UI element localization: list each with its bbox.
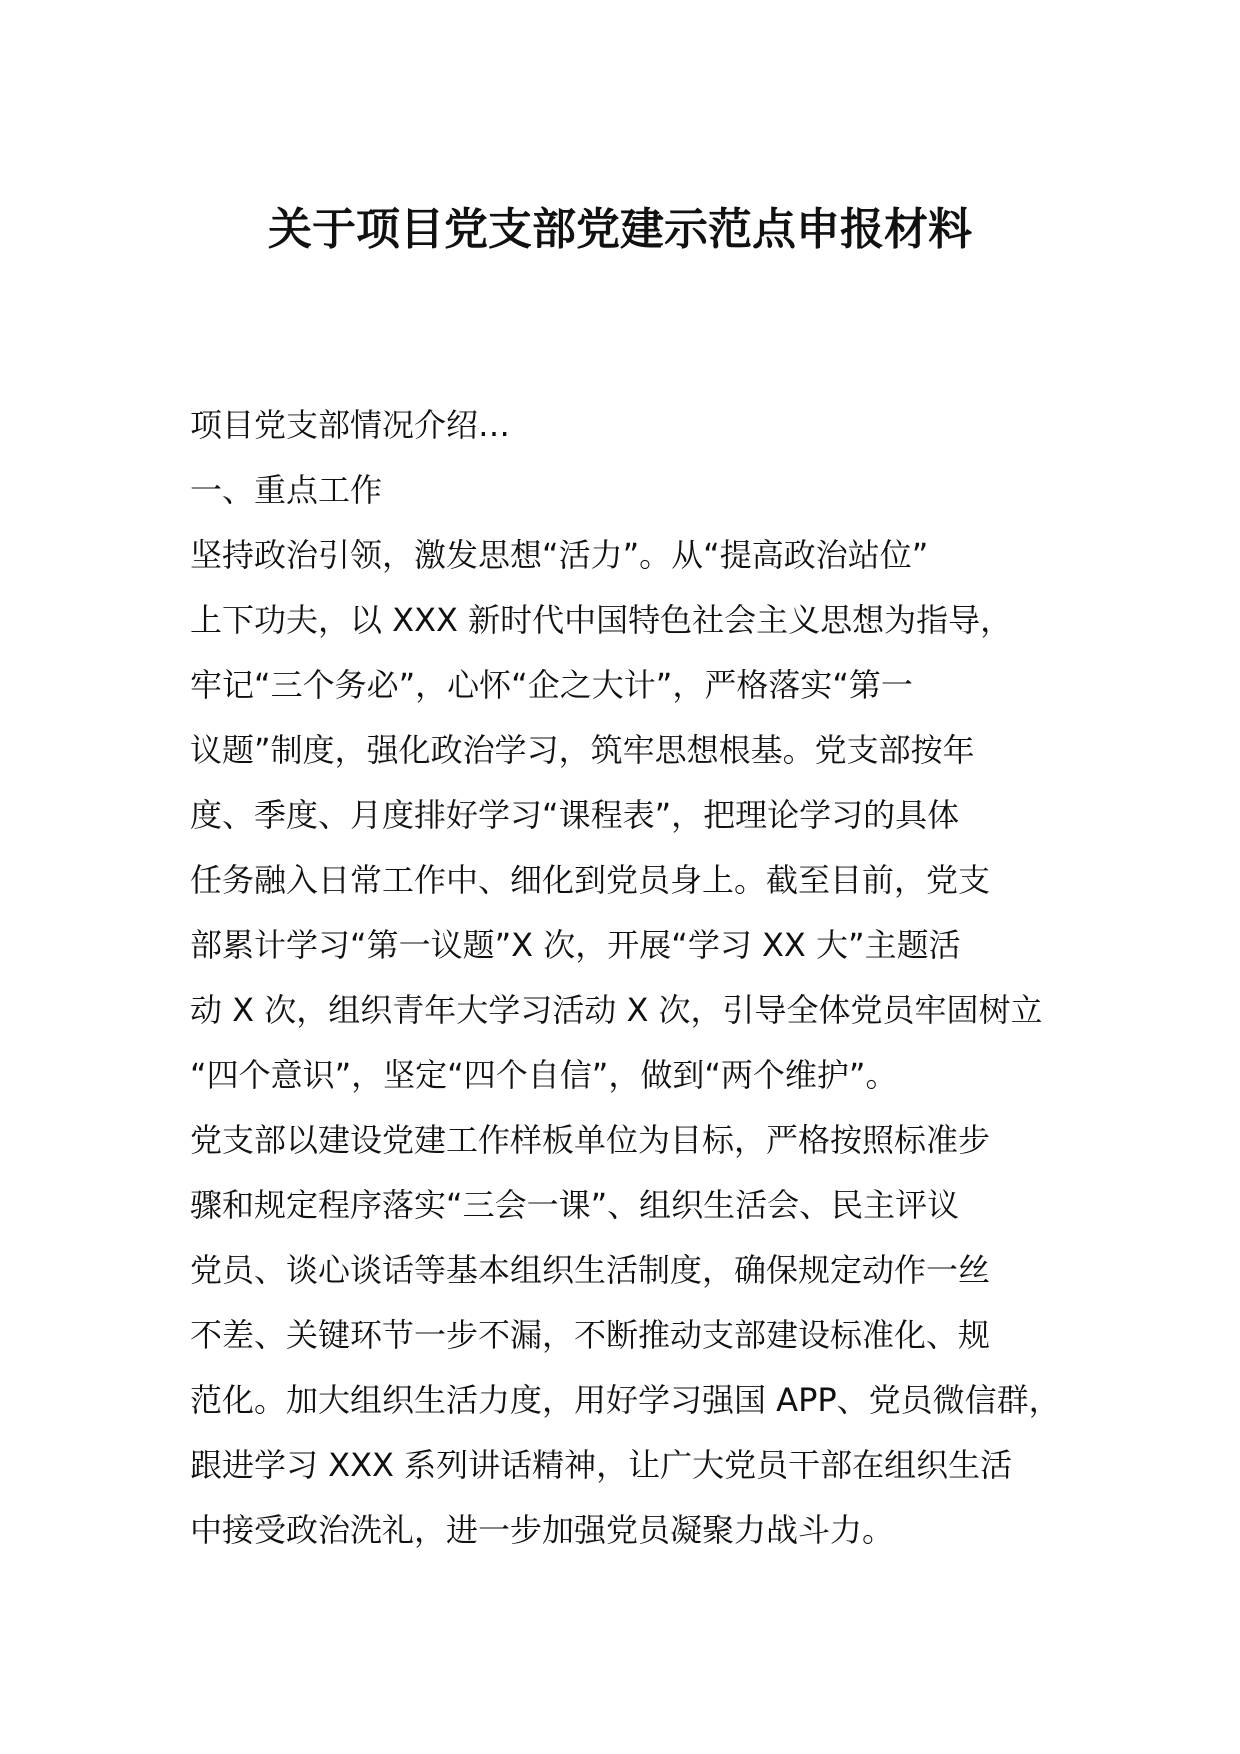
- body-line: 部累计学习“第一议题”X 次，开展“学习 XX 大”主题活: [190, 926, 961, 964]
- body-line: 任务融入日常工作中、细化到党员身上。截至目前，党支: [190, 861, 991, 899]
- body-line: 上下功夫，以 XXX 新时代中国特色社会主义思想为指导，: [190, 601, 1013, 639]
- document-body: [190, 393, 1090, 1563]
- body-line: 党支部以建设党建工作样板单位为目标，严格按照标准步: [190, 1121, 991, 1159]
- document-title: 关于项目党支部党建示范点申报材料: [268, 204, 972, 255]
- body-line: “四个意识”，坚定“四个自信”，做到“两个维护”。: [190, 1056, 898, 1094]
- section-heading: 一、重点工作: [190, 471, 383, 509]
- body-line: 跟进学习 XXX 系列讲话精神，让广大党员干部在组织生活: [190, 1446, 1013, 1484]
- body-line: 不差、关键环节一步不漏，不断推动支部建设标准化、规: [190, 1316, 991, 1354]
- body-line: 坚持政治引领，激发思想“活力”。从“提高政治站位”: [190, 536, 929, 574]
- intro-line: 项目党支部情况介绍…: [190, 406, 511, 444]
- body-line: 动 X 次，组织青年大学习活动 X 次，引导全体党员牢固树立: [190, 991, 1043, 1029]
- body-line: 议题”制度，强化政治学习，筑牢思想根基。党支部按年: [190, 731, 975, 769]
- body-line: 党员、谈心谈话等基本组织生活制度，确保规定动作一丝: [190, 1251, 991, 1289]
- body-line: 度、季度、月度排好学习“课程表”，把理论学习的具体: [190, 796, 960, 834]
- body-line: 牢记“三个务必”，心怀“企之大计”，严格落实“第一: [190, 666, 913, 704]
- body-line: 范化。加大组织生活力度，用好学习强国 APP、党员微信群，: [190, 1381, 1061, 1419]
- body-line: 中接受政治洗礼，进一步加强党员凝聚力战斗力。: [190, 1511, 895, 1549]
- body-line: 骤和规定程序落实“三会一课”、组织生活会、民主评议: [190, 1186, 960, 1224]
